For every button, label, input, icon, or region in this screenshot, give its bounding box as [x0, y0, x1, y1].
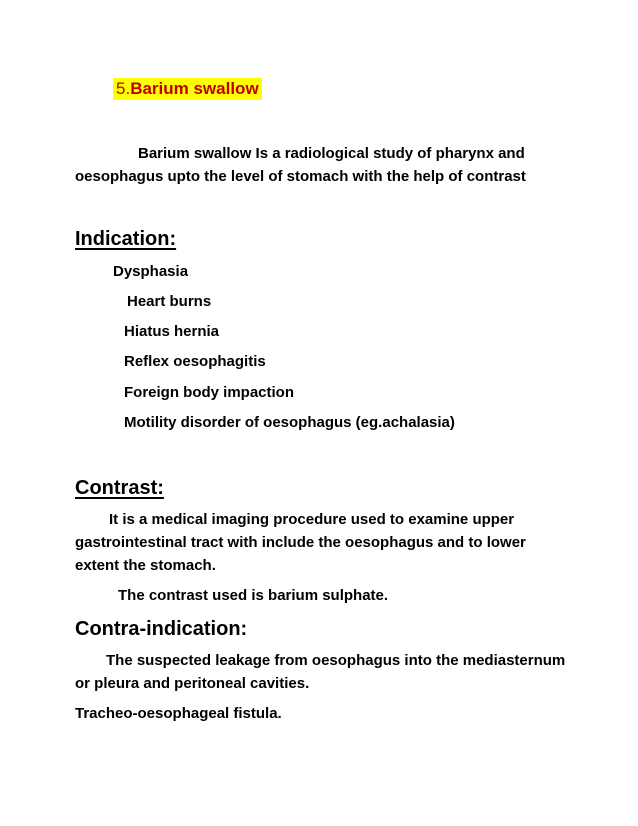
contraindication-heading: Contra-indication: [75, 618, 248, 640]
intro-line-2: oesophagus upto the level of stomach with the help of contrast [75, 168, 526, 185]
indication-heading: Indication: [75, 228, 177, 250]
contrast-used-line: The contrast used is barium sulphate. [118, 587, 389, 604]
contraindication-para-line: The suspected leakage from oesophagus into the mediasternum [106, 652, 566, 669]
contrast-heading: Contrast: [75, 477, 164, 499]
intro-line-1: Barium swallow Is a radiological study of pharynx and [138, 145, 525, 162]
indication-item: Reflex oesophagitis [124, 353, 266, 370]
section-number: 5. [116, 79, 131, 98]
contrast-para-line: gastrointestinal tract with include the oesophagus and to lower [75, 534, 526, 551]
contrast-para-line: It is a medical imaging procedure used to examine upper [109, 511, 515, 528]
indication-item: Foreign body impaction [124, 384, 295, 401]
contrast-para-line: extent the stomach. [75, 557, 216, 574]
contraindication-para-line: or pleura and peritoneal cavities. [75, 675, 310, 692]
section-title-text: Barium swallow [130, 79, 259, 98]
indication-item: Motility disorder of oesophagus (eg.achalasia) [124, 414, 455, 431]
contraindication-extra-line: Tracheo-oesophageal fistula. [75, 705, 282, 722]
section-title [113, 78, 262, 100]
indication-item: Heart burns [127, 293, 212, 310]
indication-item: Dysphasia [113, 263, 189, 280]
indication-item: Hiatus hernia [124, 323, 220, 340]
